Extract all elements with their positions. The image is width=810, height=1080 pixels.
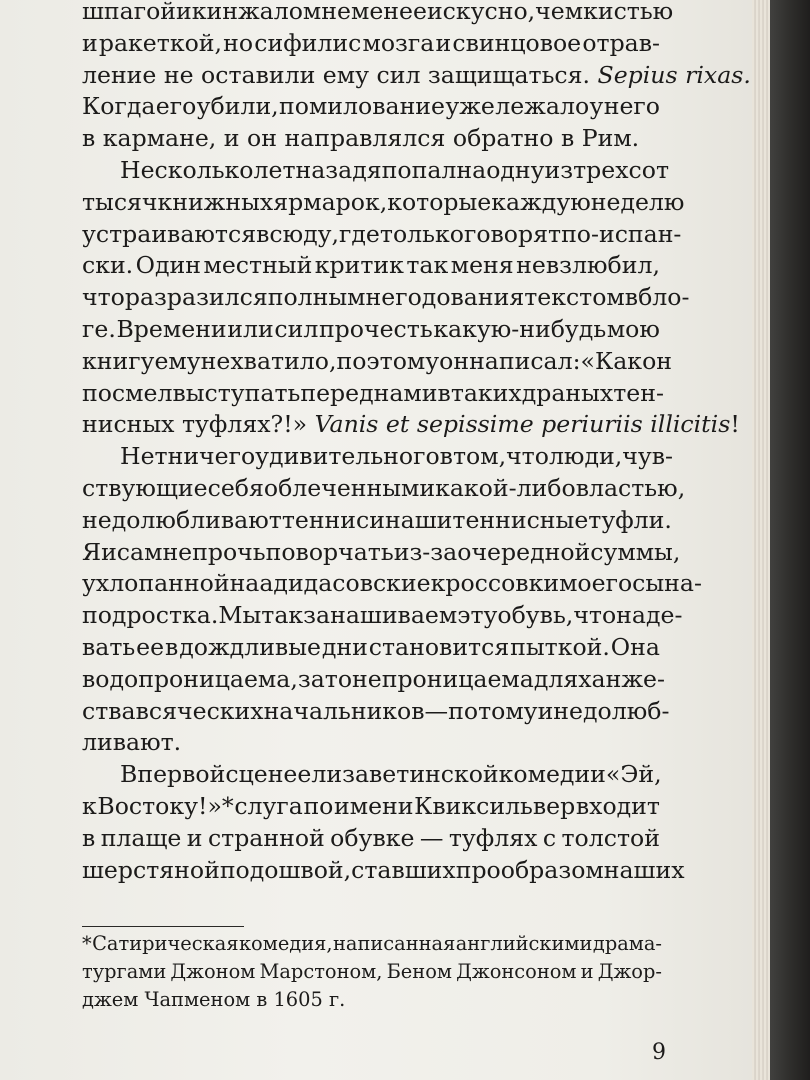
- word: дни: [321, 632, 368, 661]
- word: попал: [381, 155, 457, 184]
- word: имени: [334, 791, 414, 820]
- word: в: [437, 378, 451, 407]
- word: —: [424, 696, 449, 725]
- word: написал:: [469, 346, 581, 375]
- word: помилование: [279, 92, 445, 121]
- word: чув-: [622, 442, 673, 471]
- word: но: [223, 28, 254, 57]
- text-line: ление не оставили ему сил защищаться. Sepius rixas.: [82, 60, 660, 92]
- word: драных: [521, 378, 614, 407]
- word: Я: [82, 537, 102, 566]
- text-line: [82, 346, 672, 378]
- word: говорят: [463, 219, 562, 248]
- word: наших: [603, 855, 685, 884]
- word: не: [321, 0, 351, 25]
- word: перед: [300, 378, 374, 407]
- word: меня: [450, 251, 514, 280]
- word: так: [406, 251, 449, 280]
- word: в: [439, 442, 453, 471]
- word: тен-: [613, 378, 664, 407]
- word: лежало: [495, 92, 590, 121]
- word: выступать: [172, 378, 301, 407]
- word: так: [261, 601, 304, 630]
- body-text: [82, 0, 751, 886]
- text-line: [82, 282, 690, 314]
- word: поэтому: [336, 346, 440, 375]
- word: невзлюбил,: [516, 251, 660, 280]
- text-line: [82, 473, 686, 505]
- word: в: [165, 632, 179, 661]
- word: плаще: [100, 823, 182, 852]
- word: хватило,: [230, 346, 337, 375]
- word: Времени: [116, 314, 227, 343]
- text-line: [82, 696, 670, 728]
- word: Джонсоном: [456, 960, 577, 983]
- word: ски.: [82, 251, 134, 280]
- latin-phrase: Sepius rixas.: [597, 60, 751, 89]
- word: *: [82, 932, 92, 955]
- word: одну: [486, 155, 545, 184]
- word: ничего: [167, 442, 256, 471]
- word: тургами: [82, 960, 167, 983]
- text-line: [82, 314, 660, 346]
- word: в: [82, 823, 96, 852]
- word: начальников: [263, 696, 425, 725]
- word: назад: [295, 155, 367, 184]
- word: и: [101, 537, 117, 566]
- latin-phrase: Vanis et sepissime periuriis illicitis: [314, 410, 731, 439]
- word: кистью: [583, 0, 674, 25]
- word: странной: [207, 823, 325, 852]
- word: том,: [452, 442, 507, 471]
- word: драма-: [592, 932, 662, 955]
- word: негодования: [365, 283, 525, 312]
- footnote-line: [82, 958, 662, 986]
- word: из: [544, 155, 574, 184]
- word: сцене: [225, 760, 298, 789]
- word: недолюб-: [553, 696, 670, 725]
- word: люди,: [548, 442, 623, 471]
- word: теннисные: [452, 505, 589, 534]
- word: бло-: [638, 283, 690, 312]
- word: ставших: [351, 855, 456, 884]
- word: текстом: [524, 283, 625, 312]
- word: становится: [368, 632, 510, 661]
- word: Нет: [120, 442, 168, 471]
- text-line: [82, 664, 665, 696]
- word: адидасовские: [259, 569, 431, 598]
- word: устраиваются: [82, 219, 257, 248]
- word: всюду,: [256, 219, 340, 248]
- word: Квиксильвер: [414, 791, 576, 820]
- word: где: [339, 219, 380, 248]
- word: на: [456, 155, 487, 184]
- word: которые: [387, 187, 492, 216]
- word: ему: [154, 346, 201, 375]
- text-line: нисных туфлях?!» Vanis et sepissime periuriis illicitis !: [82, 409, 660, 441]
- word: для: [533, 664, 579, 693]
- word: Один: [135, 251, 201, 280]
- word: водопроницаема,: [82, 664, 298, 693]
- word: сына-: [632, 569, 702, 598]
- text-line: [82, 0, 674, 28]
- word: него: [603, 92, 660, 121]
- word: непроницаема: [352, 664, 534, 693]
- word: уже: [445, 92, 495, 121]
- text-line: [82, 28, 660, 60]
- word: и: [176, 0, 192, 25]
- word: удивительного: [255, 442, 440, 471]
- word: ухлопанной: [82, 569, 230, 598]
- word: книгу: [82, 346, 155, 375]
- word: сифилис: [254, 28, 362, 57]
- word: шерстяной: [82, 855, 220, 884]
- word: Несколько: [120, 155, 254, 184]
- word: и: [186, 823, 203, 852]
- word: суммы,: [590, 537, 681, 566]
- word: трехсот: [573, 155, 670, 184]
- word: кроссовки: [430, 569, 560, 598]
- word: вать: [82, 632, 136, 661]
- word: к: [82, 791, 97, 820]
- word: он: [439, 346, 470, 375]
- word: мою: [606, 314, 660, 343]
- word: Востоку!»*: [97, 791, 234, 820]
- word: английскими: [455, 932, 593, 955]
- footnote-line: [82, 930, 662, 958]
- word: прочь: [192, 537, 266, 566]
- text-line: ливают.: [82, 728, 182, 757]
- word: и: [435, 28, 452, 57]
- word: Когда: [82, 92, 156, 121]
- word: толстой: [561, 823, 660, 852]
- word: мозга: [362, 28, 435, 57]
- word: себя: [207, 473, 264, 502]
- word: Мы: [218, 601, 262, 630]
- word: что: [82, 283, 125, 312]
- word: облеченными: [263, 473, 436, 502]
- word: критик: [314, 251, 404, 280]
- word: подошвой,: [219, 855, 352, 884]
- word: прообразом: [455, 855, 604, 884]
- word: наде-: [616, 601, 683, 630]
- text-line: [82, 600, 683, 632]
- word: у: [589, 92, 604, 121]
- word: лет: [253, 155, 296, 184]
- word: обувь,: [497, 601, 574, 630]
- word: и: [369, 505, 385, 534]
- word: прочесть: [318, 314, 433, 343]
- text-line: [82, 378, 664, 410]
- word: и: [537, 696, 554, 725]
- word: местный: [203, 251, 313, 280]
- word: потому: [448, 696, 538, 725]
- footnote-line: джем Чапменом в 1605 г.: [82, 988, 346, 1011]
- word: Джоном: [170, 960, 256, 983]
- word: каждую: [491, 187, 591, 216]
- word: ее: [136, 632, 165, 661]
- text-line: в кармане, и он направлялся обратно в Рим.: [82, 124, 640, 153]
- word: посмел: [82, 378, 173, 407]
- word: очередной: [457, 537, 591, 566]
- word: занашиваем: [303, 601, 458, 630]
- word: властью,: [575, 473, 686, 502]
- text-line: [82, 759, 660, 791]
- text-line: [82, 219, 682, 251]
- text-line: [82, 632, 660, 664]
- word: тысяч: [82, 187, 158, 216]
- word: полным: [267, 283, 366, 312]
- word: ярмарок,: [273, 187, 388, 216]
- word: елизаветинской: [297, 760, 499, 789]
- word: ства: [82, 696, 136, 725]
- word: нами: [373, 378, 438, 407]
- word: пыткой.: [510, 632, 610, 661]
- text-line: [82, 568, 702, 600]
- word: в: [624, 283, 639, 312]
- word: туфли.: [588, 505, 672, 534]
- word: Беном: [386, 960, 452, 983]
- word: входит: [575, 791, 660, 820]
- text-line: [82, 91, 660, 123]
- text-line: [82, 537, 681, 569]
- word: комедия,: [238, 932, 333, 955]
- word: что: [506, 442, 549, 471]
- word: отрав-: [582, 28, 660, 57]
- word: менее: [350, 0, 427, 25]
- word: «Как: [580, 346, 643, 375]
- text-line: [82, 823, 660, 855]
- word: искусно,: [426, 0, 536, 25]
- word: —: [419, 823, 444, 852]
- word: Марстоном,: [259, 960, 383, 983]
- word: туфлях: [448, 823, 538, 852]
- word: с: [542, 823, 557, 852]
- word: ствующие: [82, 473, 208, 502]
- word: обувке: [330, 823, 415, 852]
- word: зато: [297, 664, 353, 693]
- word: свинцовое: [452, 28, 582, 57]
- text-line: [82, 441, 673, 473]
- word: недолюбливают: [82, 505, 282, 534]
- word: по: [303, 791, 334, 820]
- text-line: [82, 187, 685, 219]
- word: он: [642, 346, 672, 375]
- word: эту: [457, 601, 498, 630]
- word: В: [120, 760, 138, 789]
- text-line: [82, 791, 660, 823]
- word: написанная: [332, 932, 456, 955]
- word: «Эй,: [605, 760, 662, 789]
- word: чем: [535, 0, 584, 25]
- word: кинжалом: [191, 0, 322, 25]
- word: какой-либо: [435, 473, 576, 502]
- word: комедии: [498, 760, 606, 789]
- footnote-divider: [82, 926, 244, 927]
- word: не: [162, 537, 193, 566]
- word: таких: [450, 378, 522, 407]
- word: сил: [274, 314, 319, 343]
- text-line: [82, 855, 685, 887]
- word: не: [200, 346, 231, 375]
- word: ге.: [82, 314, 116, 343]
- word: только: [379, 219, 464, 248]
- word: ракеткой,: [98, 28, 222, 57]
- word: моего: [559, 569, 633, 598]
- word: дождливые: [179, 632, 321, 661]
- word: сам: [116, 537, 163, 566]
- word: на: [229, 569, 260, 598]
- footnote: [82, 930, 662, 1014]
- word: и: [580, 960, 594, 983]
- word: ханже-: [578, 664, 665, 693]
- word: Джор-: [597, 960, 662, 983]
- word: неделю: [590, 187, 685, 216]
- word: я: [366, 155, 382, 184]
- word: подростка.: [82, 601, 219, 630]
- word: Сатирическая: [92, 932, 239, 955]
- word: всяческих: [135, 696, 264, 725]
- word: из-за: [393, 537, 458, 566]
- word: поворчать: [265, 537, 394, 566]
- word: Она: [610, 632, 660, 661]
- word: наши: [384, 505, 453, 534]
- word: первой: [137, 760, 226, 789]
- word: или: [227, 314, 274, 343]
- word: теннис: [281, 505, 370, 534]
- word: и: [82, 28, 98, 57]
- word: по-испан-: [561, 219, 682, 248]
- text-line: [82, 505, 672, 537]
- word: что: [573, 601, 617, 630]
- text-line: [82, 155, 670, 187]
- word: книжных: [157, 187, 274, 216]
- word: убили,: [196, 92, 279, 121]
- word: разразился: [124, 283, 268, 312]
- word: его: [155, 92, 197, 121]
- page-number: 9: [652, 1040, 666, 1065]
- word: слуга: [234, 791, 303, 820]
- word: какую-нибудь: [433, 314, 607, 343]
- text-line: [82, 250, 660, 282]
- word: шпагой: [82, 0, 177, 25]
